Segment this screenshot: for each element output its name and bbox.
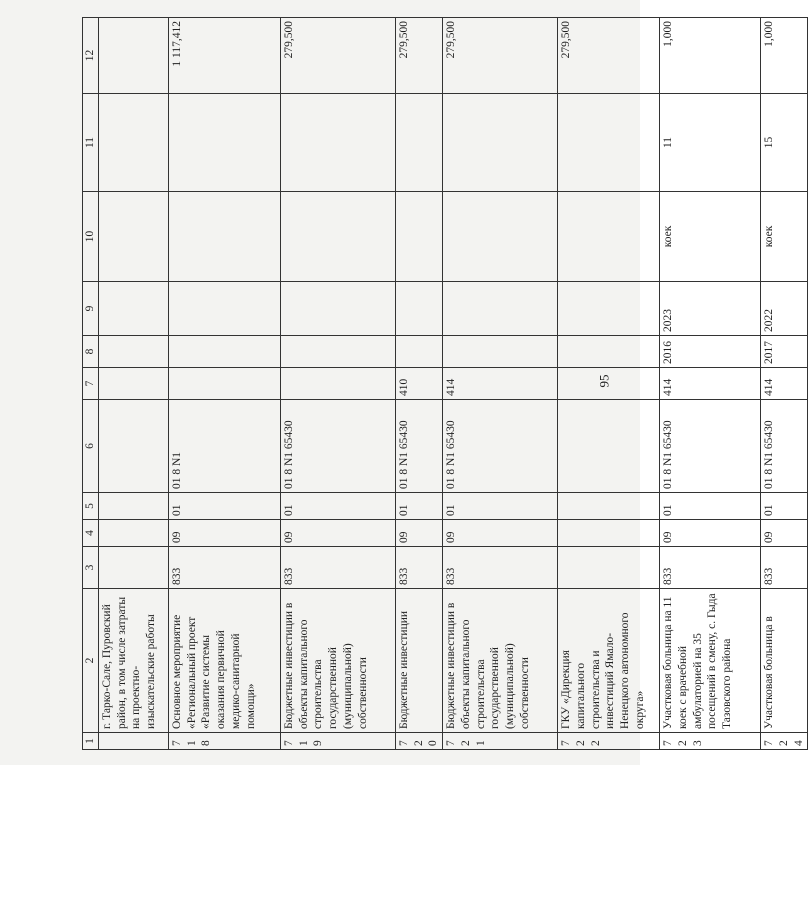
cell-c4: 09 [281,520,396,547]
cell-c1: 721 [443,733,558,750]
cell-c3: 833 [281,547,396,589]
column-header-11: 11 [83,94,99,192]
cell-c8 [281,336,396,368]
cell-c5: 01 [396,493,443,520]
cell-c12 [99,18,169,94]
cell-c10 [558,192,660,282]
cell-c3: 833 [396,547,443,589]
cell-c4: 09 [443,520,558,547]
table-body [99,18,808,750]
cell-c5 [558,493,660,520]
budget-table [82,17,808,750]
cell-c11 [396,94,443,192]
cell-c12: 1,000 [761,18,808,94]
column-header-5: 5 [83,493,99,520]
cell-c2: г. Тарко-Сале, Пуровский район, в том числе затраты на проектно-изыскательские работы [99,589,169,733]
cell-c9 [281,282,396,336]
column-header-1: 1 [83,733,99,750]
table-row [558,18,660,750]
cell-c9 [558,282,660,336]
cell-c9: 2023 [660,282,761,336]
cell-c7: 414 [443,368,558,400]
cell-c3: 833 [761,547,808,589]
cell-c7 [558,368,660,400]
cell-c2: Основное мероприятие «Региональный проект «Развитие системы оказания первичной медико-санитарной помощи» [169,589,281,733]
cell-c4: 09 [761,520,808,547]
cell-c7: 414 [761,368,808,400]
cell-c6: 01 8 N1 [169,400,281,493]
cell-c11 [558,94,660,192]
cell-c2: Бюджетные инвестиции в объекты капитального строительства государственной (муниципальной) собственности [443,589,558,733]
cell-c10: коек [660,192,761,282]
cell-c9 [396,282,443,336]
cell-c4: 09 [660,520,761,547]
cell-c1: 722 [558,733,660,750]
table-row [660,18,761,750]
table-row [99,18,169,750]
table-row [169,18,281,750]
cell-c7: 414 [660,368,761,400]
column-header-10: 10 [83,192,99,282]
table-row [396,18,443,750]
column-header-12: 12 [83,18,99,94]
cell-c12: 1,000 [660,18,761,94]
cell-c1: 720 [396,733,443,750]
cell-c6: 01 8 N1 65430 [281,400,396,493]
cell-c10 [169,192,281,282]
table-row [443,18,558,750]
cell-c12: 279,500 [558,18,660,94]
cell-c3 [558,547,660,589]
column-header-3: 3 [83,547,99,589]
cell-c2: Участковая больница на 11 коек с врачебной амбулаторией на 35 посещений в смену, с. Гыда Тазовского района [660,589,761,733]
cell-c5: 01 [660,493,761,520]
cell-c6: 01 8 N1 65430 [660,400,761,493]
cell-c11: 11 [660,94,761,192]
cell-c5: 01 [281,493,396,520]
column-header-2: 2 [83,589,99,733]
cell-c8 [396,336,443,368]
cell-c2: Участковая больница в [761,589,808,733]
cell-c10: коек [761,192,808,282]
cell-c1: 719 [281,733,396,750]
cell-c9 [443,282,558,336]
table-header-row [83,18,99,750]
cell-c6: 01 8 N1 65430 [761,400,808,493]
cell-c10 [99,192,169,282]
cell-c3: 833 [660,547,761,589]
column-header-7: 7 [83,368,99,400]
cell-c5: 01 [443,493,558,520]
table-row [761,18,808,750]
cell-c7 [281,368,396,400]
cell-c4: 09 [169,520,281,547]
cell-c4: 09 [396,520,443,547]
cell-c2: Бюджетные инвестиции в объекты капитального строительства государственной (муниципальной) собственности [281,589,396,733]
cell-c8 [558,336,660,368]
cell-c5 [99,493,169,520]
cell-c2: Бюджетные инвестиции [396,589,443,733]
cell-c8 [99,336,169,368]
cell-c1: 723 [660,733,761,750]
cell-c11 [281,94,396,192]
cell-c1 [99,733,169,750]
cell-c8 [169,336,281,368]
cell-c3 [99,547,169,589]
cell-c12: 279,500 [396,18,443,94]
cell-c9 [169,282,281,336]
cell-c5: 01 [169,493,281,520]
cell-c9: 2022 [761,282,808,336]
cell-c11 [169,94,281,192]
cell-c6: 01 8 N1 65430 [443,400,558,493]
cell-c10 [396,192,443,282]
table-row [281,18,396,750]
column-header-6: 6 [83,400,99,493]
cell-c12: 279,500 [443,18,558,94]
cell-c5: 01 [761,493,808,520]
cell-c11 [443,94,558,192]
cell-c6 [99,400,169,493]
rotated-document [82,18,805,750]
cell-c1: 724 [761,733,808,750]
cell-c7 [169,368,281,400]
cell-c11 [99,94,169,192]
cell-c12: 1 117,412 [169,18,281,94]
cell-c8 [443,336,558,368]
cell-c9 [99,282,169,336]
cell-c4 [558,520,660,547]
column-header-9: 9 [83,282,99,336]
cell-c6: 01 8 N1 65430 [396,400,443,493]
column-header-4: 4 [83,520,99,547]
cell-c11: 15 [761,94,808,192]
column-header-8: 8 [83,336,99,368]
cell-c8: 2017 [761,336,808,368]
cell-c8: 2016 [660,336,761,368]
page-number: 95 [596,374,612,388]
cell-c4 [99,520,169,547]
cell-c6 [558,400,660,493]
cell-c10 [443,192,558,282]
cell-c1: 718 [169,733,281,750]
cell-c7: 410 [396,368,443,400]
cell-c3: 833 [169,547,281,589]
cell-c10 [281,192,396,282]
cell-c7 [99,368,169,400]
cell-c3: 833 [443,547,558,589]
cell-c12: 279,500 [281,18,396,94]
cell-c2: ГКУ «Дирекция капитального строительства и инвестиций Ямало-Ненецкого автономного округа» [558,589,660,733]
